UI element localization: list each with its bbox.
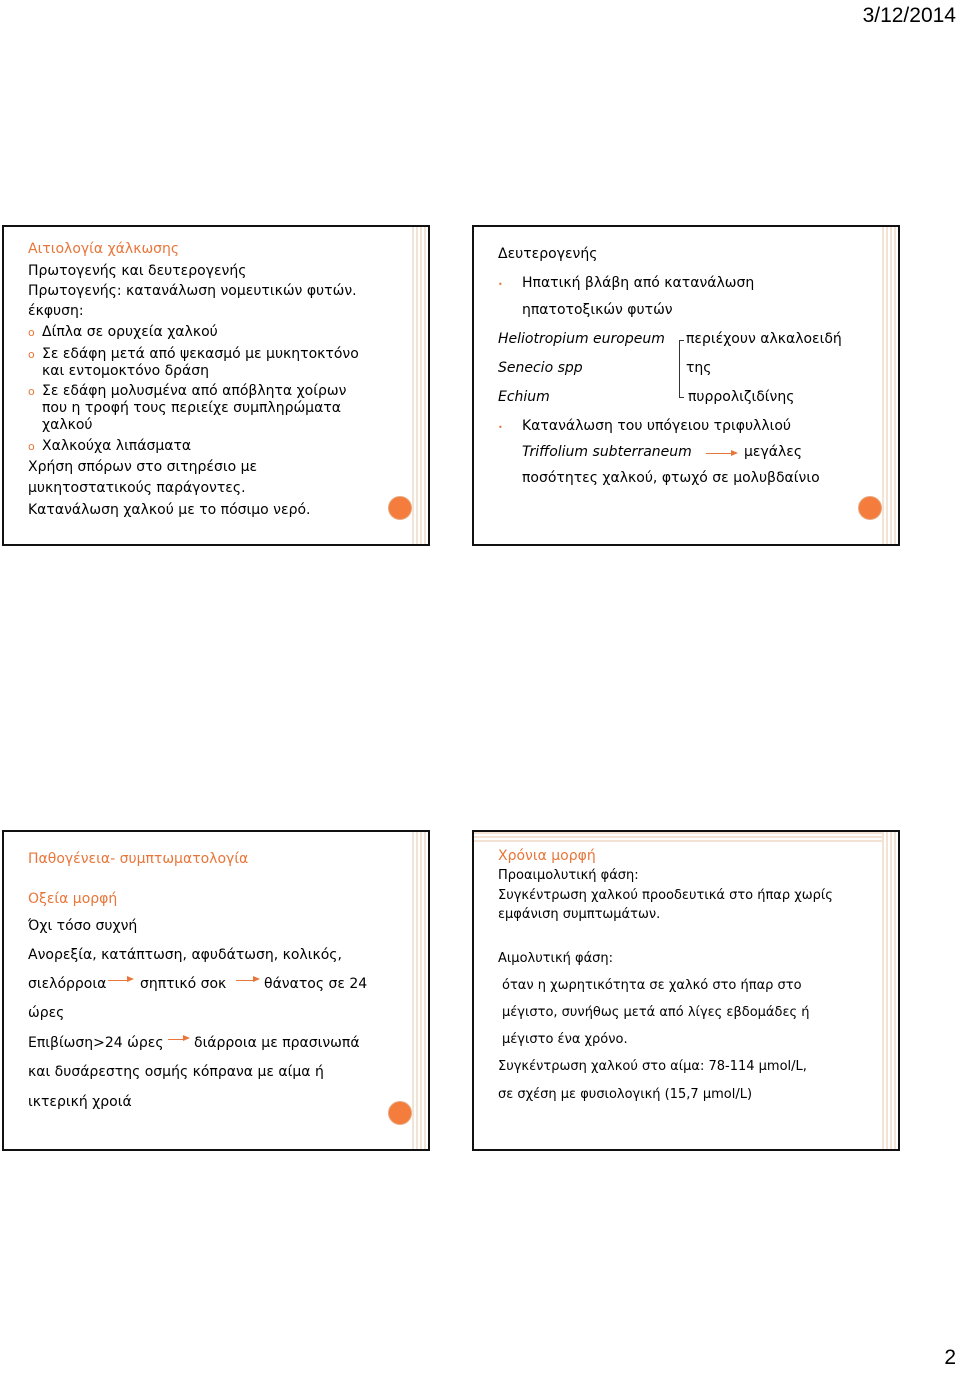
- slide-1: [2, 225, 430, 546]
- arrow-right-icon: [168, 1033, 190, 1043]
- slide-dot-icon: [388, 496, 412, 520]
- slide-dot-icon: [388, 1101, 412, 1125]
- text-line: Πρωτογενής και δευτερογενής: [28, 263, 247, 279]
- text-line: διάρροια με πρασινωπά: [194, 1035, 360, 1051]
- slide-dot-icon: [858, 496, 882, 520]
- bullet-item-cont: χαλκού: [42, 417, 93, 433]
- slide-title: Δευτερογενής: [498, 246, 598, 262]
- slide-3: [2, 830, 430, 1151]
- bullet-item: o Σε εδάφη μετά από ψεκασμό με μυκητοκτόνο: [28, 346, 359, 362]
- text-line: όταν η χωρητικότητα σε χαλκό στο ήπαρ στο: [502, 978, 802, 993]
- slide-decoration: [882, 227, 898, 544]
- text-line: Χρήση σπόρων στο σιτηρέσιο με: [28, 459, 258, 475]
- bullet-icon: •: [498, 423, 503, 432]
- text-line: μέγιστο ένα χρόνο.: [502, 1032, 628, 1047]
- slide-decoration: [474, 832, 898, 842]
- text-line: σε σχέση με φυσιολογική (15,7 μmol/L): [498, 1087, 753, 1102]
- slide-title: Παθογένεια- συμπτωματολογία: [28, 851, 249, 867]
- slide-title: Αιτιολογία χάλκωσης: [28, 241, 180, 257]
- bullet-item-cont: που η τροφή τους περιείχε συμπληρώματα: [42, 400, 341, 416]
- text-line: θάνατος σε 24: [264, 976, 368, 992]
- page-number: 2: [944, 1346, 956, 1369]
- bullet-item-cont: και εντομοκτόνο δράση: [42, 363, 210, 379]
- bullet-item: o Χαλκούχα λιπάσματα: [28, 438, 192, 454]
- text-line: εμφάνιση συμπτωμάτων.: [498, 907, 661, 922]
- text-line: Συγκέντρωση χαλκού προοδευτικά στο ήπαρ χωρίς: [498, 888, 833, 903]
- text-line: Συγκέντρωση χαλκού στο αίμα: 78-114 μmol/L,: [498, 1059, 807, 1074]
- text-line: μεγάλες: [744, 444, 803, 460]
- text-line: και δυσάρεστης οσμής κόπρανα με αίμα ή: [28, 1064, 324, 1080]
- text-line: έκφυση:: [28, 303, 84, 319]
- bullet-item: • Κατανάλωση του υπόγειου τριφυλλιού: [498, 417, 791, 437]
- text-line: της: [686, 360, 712, 376]
- slide-2: [472, 225, 900, 546]
- text-line: Κατανάλωση χαλκού με το πόσιμο νερό.: [28, 502, 311, 518]
- bullet-icon: o: [28, 326, 35, 339]
- text-line: περιέχουν αλκαλοειδή: [686, 331, 842, 347]
- text-line: πυρρολιζιδίνης: [688, 389, 795, 405]
- bracket-icon: [679, 340, 684, 398]
- plant-name: Heliotropium europeum: [498, 331, 665, 347]
- slide-decoration: [412, 832, 428, 1149]
- text-line: Προαιμολυτική φάση:: [498, 868, 639, 883]
- text-line: ώρες: [28, 1005, 65, 1021]
- slide-decoration: [882, 832, 898, 1149]
- date-header: 3/12/2014: [862, 4, 956, 27]
- slide-title: Χρόνια μορφή: [498, 848, 596, 864]
- bullet-icon: •: [498, 280, 503, 289]
- arrow-right-icon: [108, 974, 134, 984]
- text-line: Όχι τόσο συχνή: [28, 918, 138, 934]
- text-line: σιελόρροια: [28, 976, 107, 992]
- slide-subtitle: Οξεία μορφή: [28, 891, 118, 907]
- plant-name: Echium: [498, 389, 550, 405]
- text-line: Επιβίωση>24 ώρες: [28, 1035, 164, 1051]
- arrow-right-icon: [706, 448, 738, 458]
- bullet-icon: o: [28, 385, 35, 398]
- text-line: σηπτικό σοκ: [140, 976, 227, 992]
- bullet-item-cont: ηπατοτοξικών φυτών: [522, 302, 673, 318]
- text-line: Αιμολυτική φάση:: [498, 951, 613, 966]
- plant-name: Triffolium subterraneum: [522, 444, 692, 460]
- bullet-item: o Δίπλα σε ορυχεία χαλκού: [28, 324, 218, 340]
- text-line: Πρωτογενής: κατανάλωση νομευτικών φυτών.: [28, 283, 357, 299]
- arrow-right-icon: [236, 974, 260, 984]
- text-line: ποσότητες χαλκού, φτωχό σε μολυβδαίνιο: [522, 470, 820, 486]
- slide-4: [472, 830, 900, 1151]
- plant-name: Senecio spp: [498, 360, 583, 376]
- text-line: μυκητοστατικούς παράγοντες.: [28, 480, 246, 496]
- bullet-item: o Σε εδάφη μολυσμένα από απόβλητα χοίρων: [28, 383, 347, 399]
- text-line: Ανορεξία, κατάπτωση, αφυδάτωση, κολικός,: [28, 947, 342, 963]
- text-line: ικτερική χροιά: [28, 1094, 132, 1110]
- bullet-icon: o: [28, 440, 35, 453]
- bullet-icon: o: [28, 348, 35, 361]
- slide-decoration: [412, 227, 428, 544]
- text-line: μέγιστο, συνήθως μετά από λίγες εβδομάδες ή: [502, 1005, 810, 1020]
- bullet-item: • Ηπατική βλάβη από κατανάλωση: [498, 274, 754, 294]
